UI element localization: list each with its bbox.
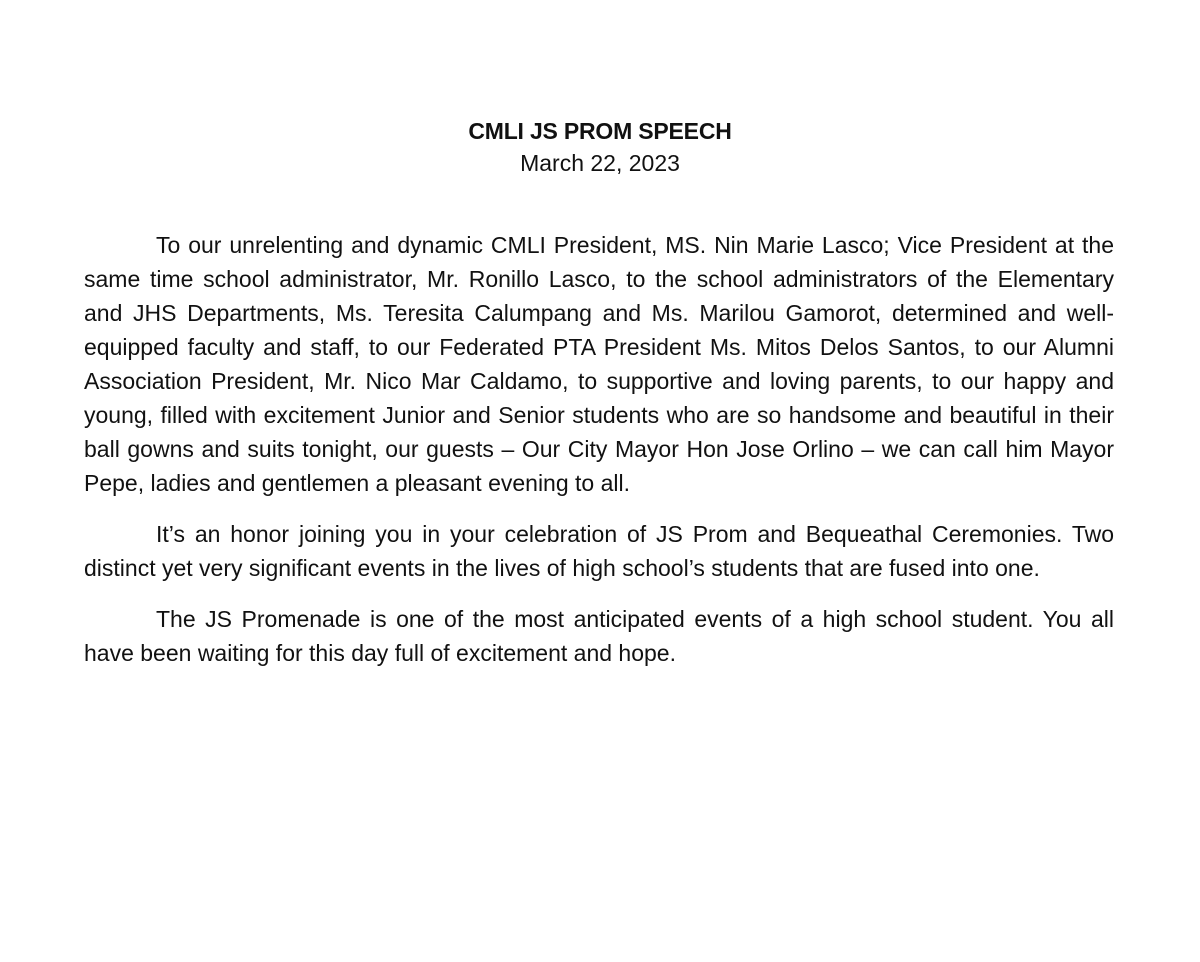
paragraph-honor: It’s an honor joining you in your celebration of JS Prom and Bequeathal Ceremonies. Two distinct yet very significant events in the lives of high school’s students that are fused into one. [84, 521, 1114, 581]
speech-date: March 22, 2023 [520, 150, 680, 176]
paragraph-promenade: The JS Promenade is one of the most anticipated events of a high school student. You all have been waiting for this day full of excitement and hope. [84, 606, 1114, 666]
speech-title: CMLI JS PROM SPEECH [468, 118, 732, 144]
paragraph-greeting: To our unrelenting and dynamic CMLI President, MS. Nin Marie Lasco; Vice President at the same time school administrator, Mr. Ronillo Lasco, to the school administrators of the Elementary and JHS Departments, Ms. Teresita Calumpang and Ms. Marilou Gamorot, determined and well-equipped faculty and staff, to our Federated PTA President Ms. Mitos Delos Santos, to our Alumni Association President, Mr. Nico Mar Caldamo, to supportive and loving parents, to our happy and young, filled with excitement Junior and Senior students who are so handsome and beautiful in their ball gowns and suits tonight, our guests – Our City Mayor Hon Jose Orlino – we can call him Mayor Pepe, ladies and gentlemen a pleasant evening to all. [84, 232, 1114, 496]
speech-body [84, 228, 1114, 687]
